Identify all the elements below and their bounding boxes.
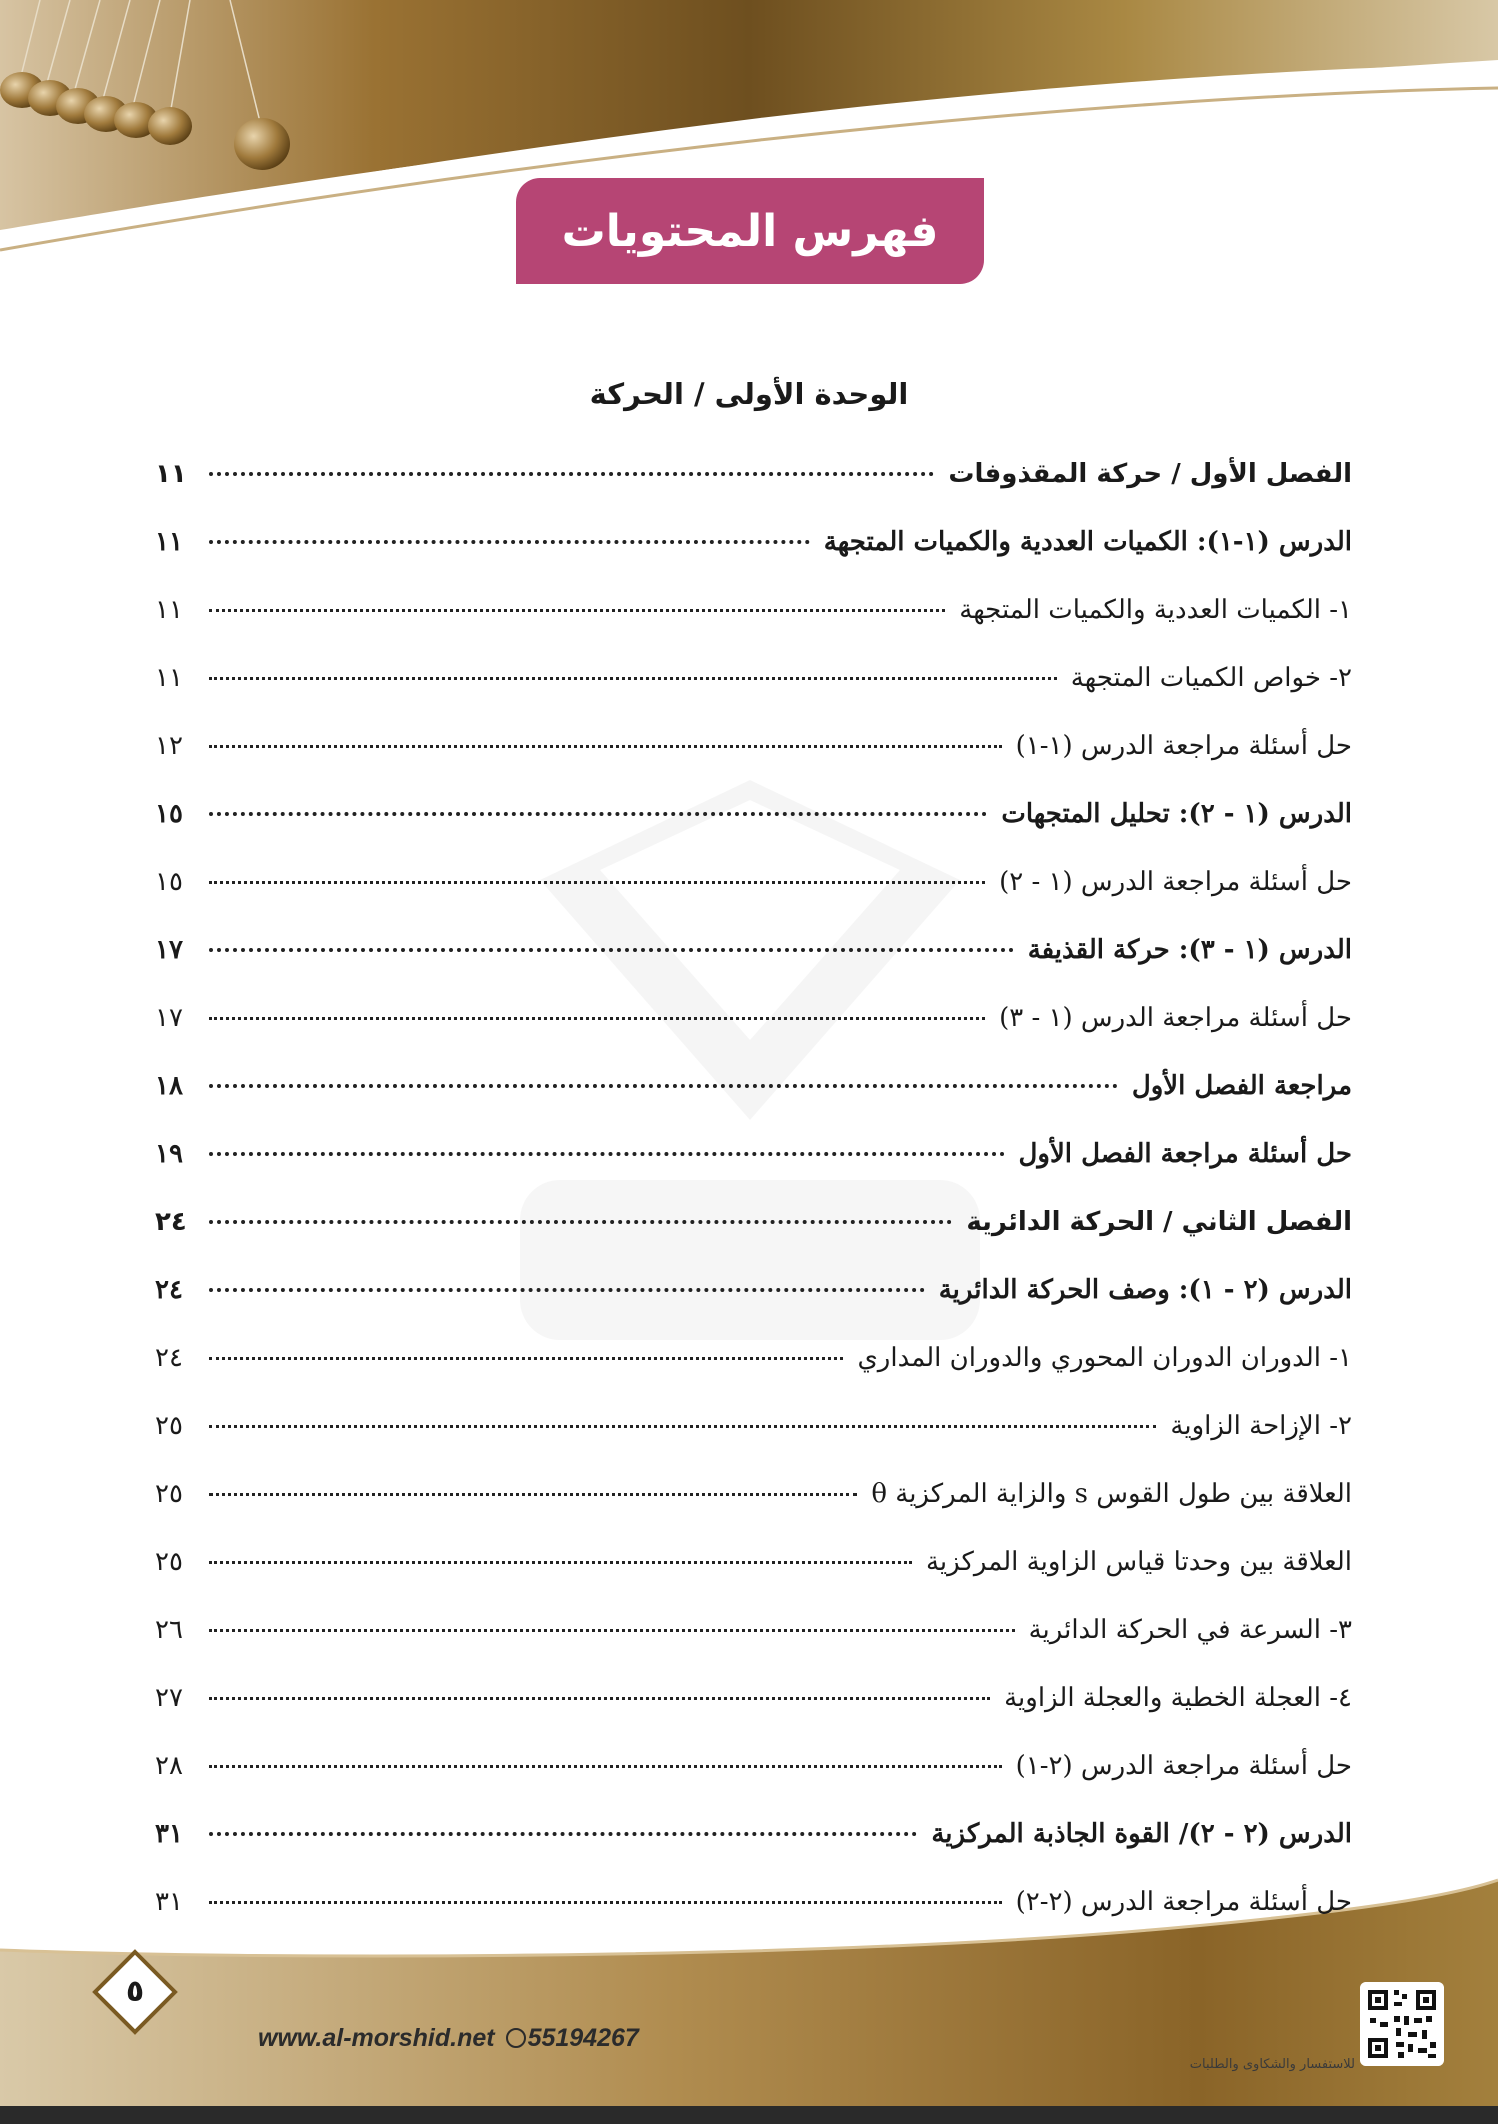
toc-entry-label: حل أسئلة مراجعة الدرس (٢-٢) [1015,1887,1352,1917]
toc-row[interactable] [155,848,1352,916]
toc-row[interactable] [155,916,1352,984]
toc-page-number: ١١ [155,459,187,489]
toc-page-number: ١٨ [155,1071,183,1101]
toc-page-number: ٣١ [155,1887,183,1917]
toc-page-number: ٢٥ [155,1411,183,1441]
toc-entry-label: الفصل الثاني / الحركة الدائرية [966,1207,1352,1237]
dot-leader [209,1083,1118,1088]
toc-entry-label: الدرس (٢ - ١): وصف الحركة الدائرية [938,1275,1352,1305]
dot-leader [209,471,934,476]
toc-page-number: ١١ [155,527,183,557]
toc-entry-label: الدرس (١-١): الكميات العددية والكميات المتجهة [823,527,1352,557]
toc-row[interactable] [155,1188,1352,1256]
dot-leader [209,1560,912,1564]
toc-entry-label: الدرس (١ - ٣): حركة القذيفة [1027,935,1352,965]
toc-entry-label: مراجعة الفصل الأول [1131,1071,1352,1101]
toc-page-number: ٣١ [155,1819,183,1849]
unit-heading: الوحدة الأولى / الحركة [589,377,909,411]
toc-page-number: ٢٤ [155,1207,187,1237]
toc-entry-label: حل أسئلة مراجعة الدرس (٢-١) [1015,1751,1352,1781]
toc-entry-label: العلاقة بين وحدتا قياس الزاوية المركزية [925,1547,1352,1577]
dot-leader [209,1287,925,1292]
dot-leader [209,539,810,544]
dot-leader [209,1628,1015,1632]
qr-caption: للاستفسار والشكاوى والطلبات [1189,2057,1355,2072]
phone-icon [506,2028,526,2048]
toc-page-number: ٢٨ [155,1751,183,1781]
toc-row[interactable] [155,1868,1352,1936]
page-title: فهرس المحتويات [516,178,984,284]
toc-row[interactable] [155,1052,1352,1120]
dot-leader [209,1016,985,1020]
dot-leader [209,1219,952,1224]
toc-page-number: ١١ [155,663,183,693]
dot-leader [209,1900,1002,1904]
toc-entry-label: العلاقة بين طول القوس s والزاية المركزية θ [871,1479,1352,1509]
dot-leader [209,1356,843,1360]
toc-row[interactable] [155,1460,1352,1528]
phone-number: 55194267 [527,2024,639,2052]
qr-code-icon[interactable] [1360,1982,1444,2066]
dot-leader [209,1492,857,1496]
toc-page-number: ٢٧ [155,1683,183,1713]
toc-entry-label: ٢- الإزاحة الزاوية [1170,1411,1352,1441]
page-number: ٥ [125,1974,145,2009]
toc-page-number: ٢٥ [155,1547,183,1577]
toc-row[interactable] [155,508,1352,576]
toc-page-number: ٢٤ [155,1343,183,1373]
toc-page-number: ٢٤ [155,1275,183,1305]
toc-page-number: ١٥ [155,867,183,897]
toc-entry-label: الفصل الأول / حركة المقذوفات [948,459,1352,489]
toc-row[interactable] [155,1256,1352,1324]
toc-row[interactable] [155,984,1352,1052]
toc-row[interactable] [155,1120,1352,1188]
toc-entry-label: حل أسئلة مراجعة الفصل الأول [1018,1139,1352,1169]
toc-row[interactable] [155,644,1352,712]
toc-page-number: ١٢ [155,731,183,761]
toc-row[interactable] [155,1528,1352,1596]
toc-row[interactable] [155,1324,1352,1392]
dot-leader [209,608,945,612]
toc-entry-label: حل أسئلة مراجعة الدرس (١ - ٣) [999,1003,1352,1033]
toc-page-number: ٢٥ [155,1479,183,1509]
toc-row[interactable] [155,780,1352,848]
toc-row[interactable] [155,576,1352,644]
toc-row[interactable] [155,1596,1352,1664]
table-of-contents [155,440,1352,1936]
toc-page-number: ١٥ [155,799,183,829]
toc-row[interactable] [155,1800,1352,1868]
toc-page-number: ١٧ [155,1003,183,1033]
toc-entry-label: حل أسئلة مراجعة الدرس (١-١) [1015,731,1352,761]
toc-entry-label: ٢- خواص الكميات المتجهة [1070,663,1352,693]
toc-page-number: ١١ [155,595,183,625]
dot-leader [209,744,1002,748]
toc-entry-label: الدرس (١ - ٢): تحليل المتجهات [1001,799,1352,829]
toc-entry-label: ١- الدوران الدوران المحوري والدوران المداري [857,1343,1352,1373]
toc-page-number: ١٩ [155,1139,183,1169]
dot-leader [209,1696,990,1700]
website-link[interactable]: www.al-morshid.net [258,2024,495,2052]
toc-entry-label: ٤- العجلة الخطية والعجلة الزاوية [1004,1683,1352,1713]
toc-entry-label: حل أسئلة مراجعة الدرس (١ - ٢) [999,867,1352,897]
dot-leader [209,1151,1005,1156]
toc-row[interactable] [155,1392,1352,1460]
dot-leader [209,1424,1156,1428]
toc-entry-label: ٣- السرعة في الحركة الدائرية [1028,1615,1352,1645]
toc-row[interactable] [155,1732,1352,1800]
toc-row[interactable] [155,440,1352,508]
dot-leader [209,1831,917,1836]
toc-row[interactable] [155,1664,1352,1732]
footer-contact [258,2018,639,2058]
dot-leader [209,1764,1002,1768]
toc-page-number: ١٧ [155,935,183,965]
dot-leader [209,947,1014,952]
toc-page-number: ٢٦ [155,1615,183,1645]
toc-entry-label: ١- الكميات العددية والكميات المتجهة [959,595,1352,625]
dot-leader [209,676,1057,680]
dot-leader [209,880,985,884]
dot-leader [209,811,987,816]
toc-row[interactable] [155,712,1352,780]
toc-entry-label: الدرس (٢ - ٢)/ القوة الجاذبة المركزية [931,1819,1352,1849]
